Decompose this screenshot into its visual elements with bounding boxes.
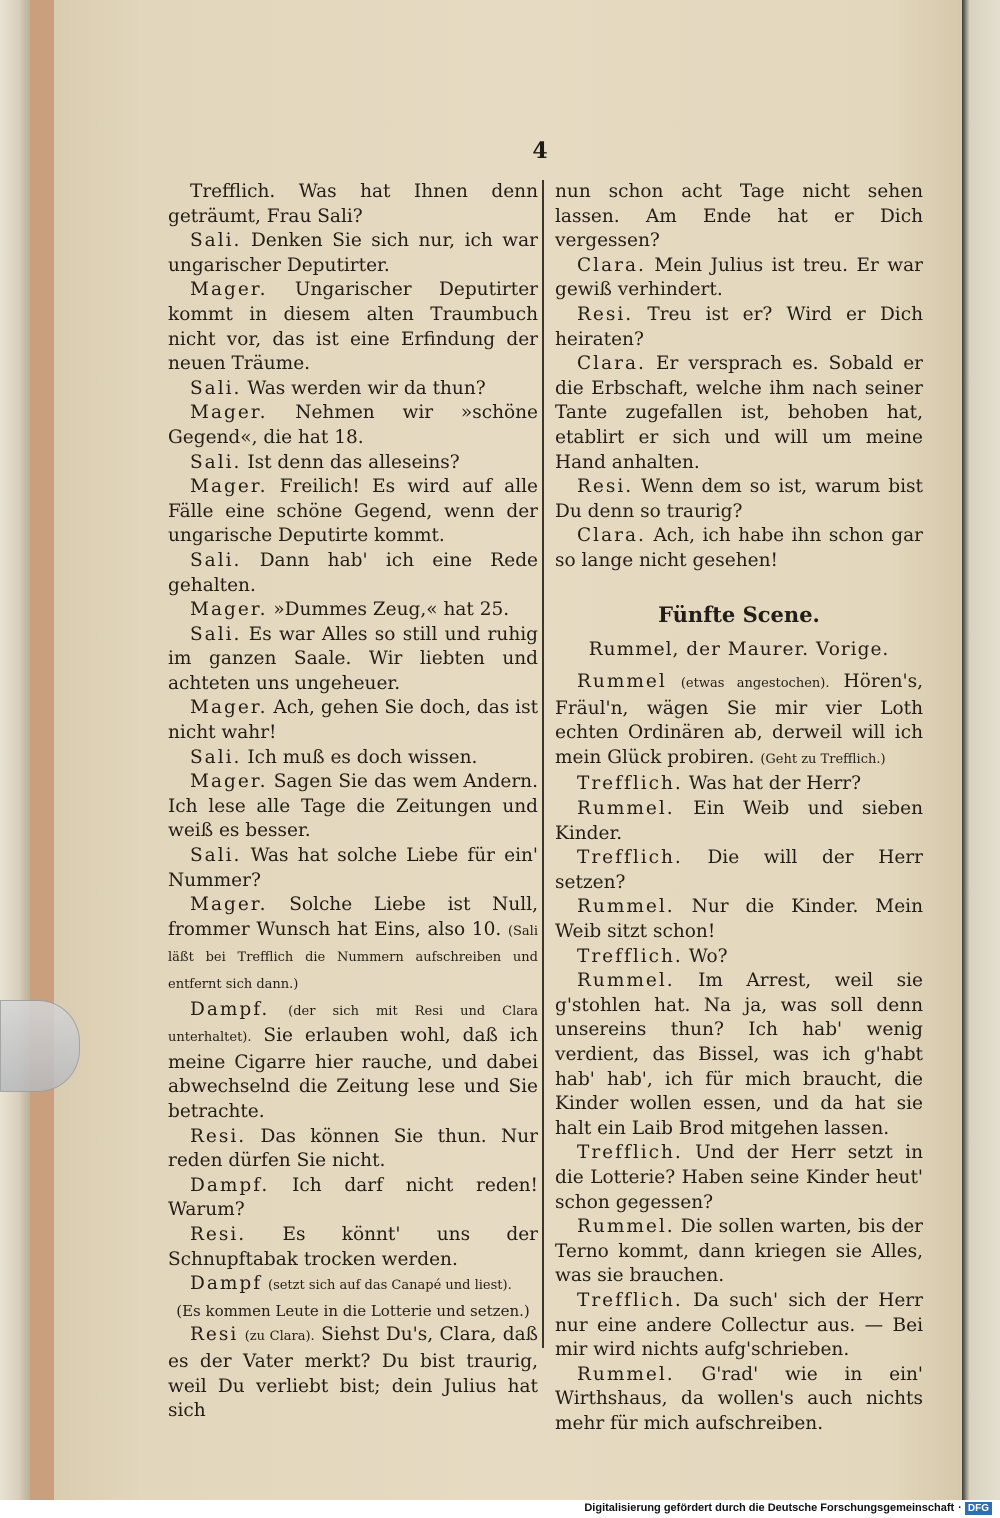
speaker-name: Mager. [190,894,268,916]
speaker-name: Mager. [190,279,268,301]
speaker-name: Mager. [190,771,268,793]
speaker-name: Clara. [577,525,646,547]
speaker-name: Resi. [190,1223,247,1245]
dialogue-line: Trefflich. Was hat der Herr? [577,773,861,795]
dialogue-line: Trefflich. Die will der Herr setzen? [555,847,923,893]
speaker-name: Rummel. [577,1216,675,1238]
speaker-name: Sali. [190,451,242,473]
dialogue-line: Mager. »Dummes Zeug,« hat 25. [190,599,510,621]
speaker-name: Trefflich. [577,847,683,869]
dialogue-line: Mager. Nehmen wir »schöne Gegend«, die hat 18. [168,402,538,448]
speaker-name: Sali. [190,549,242,571]
speaker-name: Dampf. [190,1174,270,1196]
stage-direction: (Es kommen Leute in die Lotterie und setzen.) [176,1301,530,1320]
dialogue-line: Rummel. Im Arrest, weil sie g'stohlen hat. Na ja, was soll denn unsereins thun? Ich hab' wenig verdient, das Bissel, was ich g'habt hab' hab', ich für mich braucht, die Kinder wollen essen, und da hat sie halt ein Laib Brod mitgehen lassen. [555,970,923,1139]
page-number: 4 [532,138,548,164]
speaker-name: Mager. [190,476,268,498]
dialogue-line: Mager. Solche Liebe ist Null, frommer Wunsch hat Eins, also 10. (Sali läßt bei Trefflich die Nummern aufschreiben und entfernt sich dann.) [168,894,538,992]
dialogue-line: Resi. Wenn dem so ist, warum bist Du denn so traurig? [555,476,923,522]
dfg-logo: DFG [965,1502,992,1515]
footer-text: Digitalisierung gefördert durch die Deutsche Forschungsgemeinschaft [584,1502,955,1514]
book-edge-left [0,0,30,1500]
speaker-name: Trefflich. [577,1142,683,1164]
dialogue-line: Sali. Was werden wir da thun? [190,377,486,399]
stage-direction: (Sali läßt bei Trefflich die Nummern aufschreiben und entfernt sich dann.) [168,923,538,992]
dialogue-line: Mager. Freilich! Es wird auf alle Fälle eine schöne Gegend, wenn der ungarische Deputirte kommt. [168,476,538,547]
page-clip [0,1000,80,1092]
footer-separator: · [958,1502,962,1514]
dialogue-line: Resi. Es könnt' uns der Schnupftabak trocken werden. [168,1223,538,1270]
dialogue-line: Resi. Treu ist er? Wird er Dich heiraten? [555,303,923,350]
text-paragraph: nun schon acht Tage nicht sehen lassen. Am Ende hat er Dich vergessen? [555,181,923,252]
stage-direction: (etwas angestochen). [680,676,830,692]
speaker-name: Sali. [190,230,242,252]
book-edge-right [962,0,1000,1500]
dialogue-line: Mager. Sagen Sie das wem Andern. Ich lese alle Tage die Zeitungen und weiß es besser. [168,771,538,842]
dialogue-line: Rummel. Die sollen warten, bis der Terno kommt, dann kriegen sie Alles, was sie brauchen. [555,1216,923,1287]
speaker-name: Trefflich. [577,945,683,967]
dialogue-line: Trefflich. Da such' sich der Herr nur eine andere Collectur aus. — Bei mir wird nichts aufg'schrieben. [555,1289,923,1361]
speaker-name: Trefflich. [577,773,683,795]
speaker-name: Mager. [190,697,268,719]
speaker-name: Rummel. [577,1363,675,1385]
dialogue-line [168,1272,538,1299]
dialogue-line: Clara. Ach, ich habe ihn schon gar so lange nicht gesehen! [555,525,923,571]
stage-direction: (Geht zu Trefflich.) [760,751,886,767]
speaker-name: Sali. [190,845,242,867]
dialogue-line: Dampf. Ich darf nicht reden! Warum? [168,1174,538,1221]
dialogue-line: Sali. Ich muß es doch wissen. [190,746,478,768]
speaker-name: Rummel. [577,970,675,992]
footer-credit [0,1500,1000,1518]
speaker-name: Sali. [190,746,242,768]
dialogue-line: Mager. Ach, gehen Sie doch, das ist nicht wahr! [168,697,539,744]
left-column [168,180,538,1424]
speaker-name: Resi. [577,303,634,325]
dialogue-line: Mager. Ungarischer Deputirter kommt in diesem alten Traumbuch nicht vor, das ist eine Erfindung der neuen Träume. [168,279,538,375]
stage-direction: (der sich mit Resi und Clara unterhaltet). [168,1003,538,1046]
text-paragraph: Trefflich. Was hat Ihnen denn geträumt, Frau Sali? [168,181,538,227]
scene-heading: Fünfte Scene. [658,601,820,627]
dialogue-line: Resi. Das können Sie thun. Nur reden dürfen Sie nicht. [168,1125,538,1172]
dialogue-line: Clara. Er versprach es. Sobald er die Erbschaft, welche ihm nach seiner Tante zugefallen ist, behoben hat, etablirt er sich und will um meine Hand anhalten. [555,353,923,473]
scene-cast: Rummel, der Maurer. Vorige. [588,638,890,660]
speaker-name: Rummel [577,671,667,693]
speaker-name: Trefflich. [577,1289,683,1311]
column-divider [542,180,544,1348]
dialogue-line: Clara. Mein Julius ist treu. Er war gewiß verhindert. [555,254,924,301]
dialogue-line: Rummel. G'rad' wie in ein' Wirthshaus, da wollen's auch nichts mehr für mich aufschreiben. [555,1363,923,1434]
speaker-name: Clara. [577,353,646,375]
speaker-name: Mager. [190,402,268,424]
speaker-name: Mager. [190,599,268,621]
speaker-name: Sali. [190,377,242,399]
speaker-name: Dampf. [190,998,270,1020]
speaker-name: Clara. [577,254,646,276]
dialogue-line: Dampf. (der sich mit Resi und Clara unterhaltet). Sie erlauben wohl, daß ich meine Cigarre hier rauche, und dabei abwechselnd die Zeitung lese und Sie betrachte. [168,998,538,1122]
dialogue-line: Rummel. Ein Weib und sieben Kinder. [555,798,923,844]
dialogue-line: Rummel. Nur die Kinder. Mein Weib sitzt schon! [555,896,923,943]
stage-direction: (setzt sich auf das Canapé und liest). [268,1278,512,1294]
book-cover-edge [30,0,55,1500]
dialogue-line: Sali. Was hat solche Liebe für ein' Nummer? [168,845,538,891]
speaker-name: Sali. [190,623,242,645]
speaker-name: Dampf [190,1273,263,1295]
speaker-name: Rummel. [577,798,675,820]
right-column [555,180,923,1437]
dialogue-line: Trefflich. Und der Herr setzt in die Lotterie? Haben seine Kinder heut' schon gegessen? [555,1142,923,1213]
dialogue-line: Trefflich. Wo? [577,945,728,967]
speaker-name: Resi [190,1324,239,1346]
dialogue-line: Sali. Ist denn das alleseins? [190,451,460,473]
dialogue-line: Rummel (etwas angestochen). Hören's, Fräul'n, wägen Sie mir vier Loth echten Ordinären ab, derweil will ich mein Glück probiren. (Geht zu Trefflich.) [555,671,923,768]
dialogue-line: Sali. Dann hab' ich eine Rede gehalten. [168,549,538,596]
speaker-name: Resi. [190,1125,247,1147]
dialogue-line: Sali. Denken Sie sich nur, ich war ungarischer Deputirter. [168,230,538,276]
dialogue-line: Sali. Es war Alles so still und ruhig im ganzen Saale. Wir liebten und achteten uns ungeheuer. [168,623,538,694]
stage-direction: (zu Clara). [244,1329,315,1345]
speaker-name: Rummel. [577,896,675,918]
dialogue-line: Resi (zu Clara). Siehst Du's, Clara, daß es der Vater merkt? Du bist traurig, weil Du verliebt bist; dein Julius hat sich [168,1324,538,1422]
speaker-name: Resi. [577,476,634,498]
